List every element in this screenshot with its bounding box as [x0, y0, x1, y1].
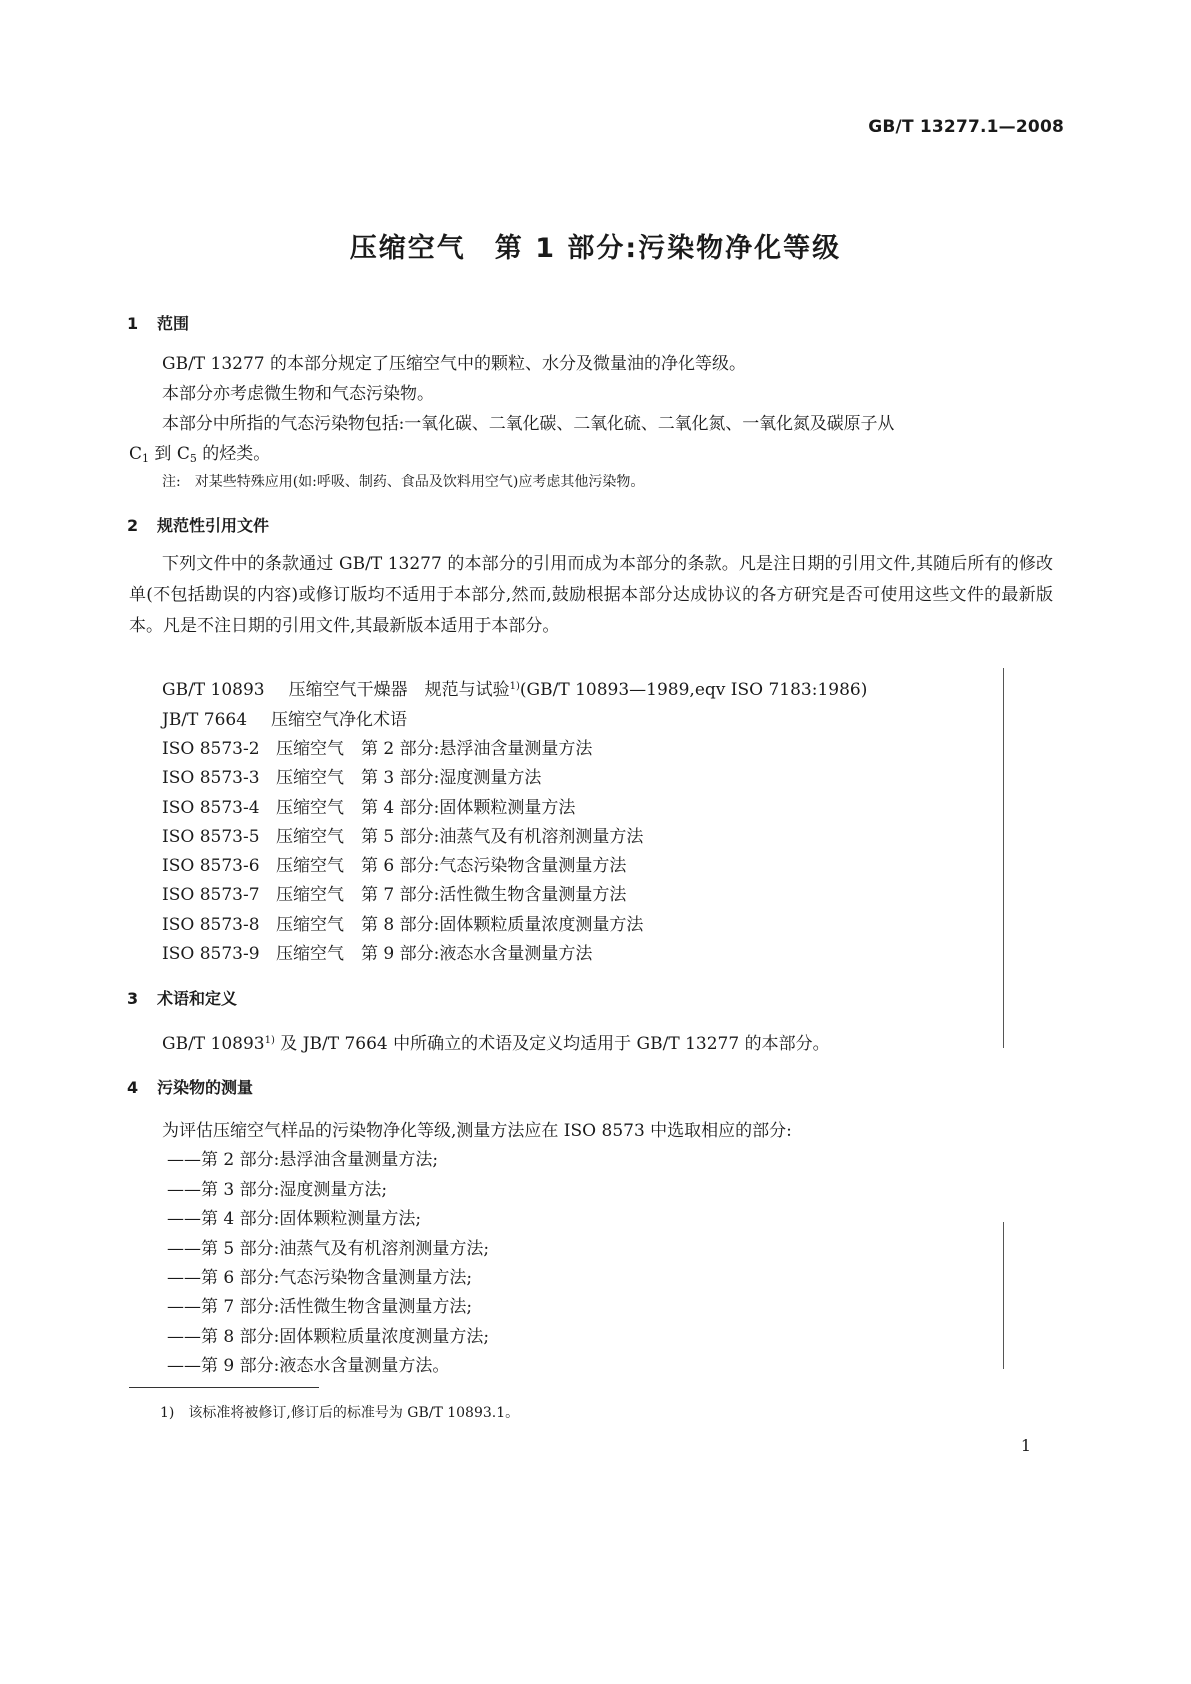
scope-note: 注: 对某些特殊应用(如:呼吸、制药、食品及饮料用空气)应考虑其他污染物。 [162, 474, 645, 490]
measurement-item: ——第 6 部分:气态污染物含量测量方法; [167, 1268, 473, 1288]
reference-jbt-7664 [162, 705, 407, 730]
scope-paragraph-2: 本部分亦考虑微生物和气态污染物。 [162, 384, 434, 404]
section-4-title: 污染物的测量 [157, 1078, 254, 1097]
c5-symbol: C [176, 444, 190, 464]
scope-paragraph-3-continued [129, 439, 270, 465]
reference-code: GB/T 10893 [162, 680, 265, 700]
reference-code: JB/T 7664 [162, 710, 248, 730]
reference-iso-8573-5 [162, 822, 643, 847]
section-3-heading [127, 986, 237, 1009]
measurement-item: ——第 4 部分:固体颗粒测量方法; [167, 1209, 422, 1229]
scope-paragraph-1: GB/T 13277 的本部分规定了压缩空气中的颗粒、水分及微量油的净化等级。 [162, 354, 747, 374]
reference-iso-8573-7 [162, 880, 626, 905]
c1-subscript: 1 [142, 452, 150, 465]
reference-gbt-10893 [162, 675, 867, 700]
reference-iso-8573-9 [162, 939, 592, 964]
measurement-item: ——第 3 部分:湿度测量方法; [167, 1180, 388, 1200]
section-1-heading [127, 311, 189, 334]
measurement-item: ——第 5 部分:油蒸气及有机溶剂测量方法; [167, 1239, 490, 1259]
reference-iso-8573-4 [162, 793, 575, 818]
section-2-number: 2 [127, 516, 139, 535]
section-3-title: 术语和定义 [157, 989, 238, 1008]
footnote-marker: 1) [509, 681, 520, 692]
reference-code: ISO 8573-4 [162, 798, 260, 818]
standard-number: GB/T 13277.1—2008 [868, 117, 1064, 137]
reference-equivalence: (GB/T 10893—1989,eqv ISO 7183:1986) [519, 680, 868, 700]
reference-code: ISO 8573-5 [162, 827, 260, 847]
c1-symbol: C [129, 444, 143, 464]
section-1-number: 1 [127, 314, 139, 333]
reference-iso-8573-2 [162, 734, 592, 759]
hydrocarbons-text: 的烃类。 [196, 444, 271, 464]
reference-title: 压缩空气净化术语 [271, 710, 408, 730]
reference-code: ISO 8573-6 [162, 856, 260, 876]
reference-title: 压缩空气 第 7 部分:活性微生物含量测量方法 [276, 885, 627, 905]
footnote-divider [129, 1387, 319, 1388]
reference-title: 压缩空气 第 3 部分:湿度测量方法 [276, 768, 542, 788]
reference-code: ISO 8573-2 [162, 739, 260, 759]
footnote-marker: 1) [264, 1035, 275, 1046]
section-4-heading [127, 1075, 253, 1098]
section-4-number: 4 [127, 1078, 139, 1097]
measurement-item: ——第 2 部分:悬浮油含量测量方法; [167, 1150, 439, 1170]
footnote: 1) 该标准将被修订,修订后的标准号为 GB/T 10893.1。 [160, 1405, 520, 1421]
reference-title: 压缩空气 第 5 部分:油蒸气及有机溶剂测量方法 [276, 827, 644, 847]
reference-iso-8573-8 [162, 910, 643, 935]
normative-references-intro: 下列文件中的条款通过 GB/T 13277 的本部分的引用而成为本部分的条款。凡是注日期的引用文件,其随后所有的修改单(不包括勘误的内容)或修订版均不适用于本部分,然而,鼓励根据本部分达成协议的各方研究是否可使用这些文件的最新版本。凡是不注日期的引用文件,其最新版本适用于本部分。 [129, 554, 1053, 636]
terms-definitions-paragraph [162, 1029, 830, 1054]
measurement-intro: 为评估压缩空气样品的污染物净化等级,测量方法应在 ISO 8573 中选取相应的部分: [162, 1121, 792, 1141]
reference-iso-8573-3 [162, 763, 541, 788]
c-range-to: 到 [149, 444, 177, 464]
reference-code: ISO 8573-3 [162, 768, 260, 788]
revision-change-bar [1003, 668, 1004, 1048]
reference-iso-8573-6 [162, 851, 626, 876]
measurement-item: ——第 8 部分:固体颗粒质量浓度测量方法; [167, 1327, 490, 1347]
section-1-title: 范围 [157, 314, 190, 333]
reference-title: 压缩空气 第 8 部分:固体颗粒质量浓度测量方法 [276, 915, 644, 935]
reference-code: ISO 8573-7 [162, 885, 260, 905]
reference-code: ISO 8573-8 [162, 915, 260, 935]
reference-title: 压缩空气 第 4 部分:固体颗粒测量方法 [276, 798, 576, 818]
reference-title: 压缩空气干燥器 规范与试验 [288, 680, 510, 700]
measurement-item: ——第 7 部分:活性微生物含量测量方法; [167, 1297, 473, 1317]
reference-title: 压缩空气 第 6 部分:气态污染物含量测量方法 [276, 856, 627, 876]
scope-paragraph-3: 本部分中所指的气态污染物包括:一氧化碳、二氧化碳、二氧化硫、二氧化氮、一氧化氮及碳原子从 [162, 414, 895, 434]
terms-source: GB/T 10893 [162, 1034, 265, 1054]
reference-title: 压缩空气 第 2 部分:悬浮油含量测量方法 [276, 739, 593, 759]
section-2-heading [127, 513, 269, 536]
terms-text: 及 JB/T 7664 中所确立的术语及定义均适用于 GB/T 13277 的本部分。 [274, 1034, 830, 1054]
c5-subscript: 5 [189, 452, 197, 465]
section-2-title: 规范性引用文件 [157, 516, 270, 535]
section-3-number: 3 [127, 989, 139, 1008]
reference-code: ISO 8573-9 [162, 944, 260, 964]
revision-change-bar [1003, 1222, 1004, 1369]
measurement-item: ——第 9 部分:液态水含量测量方法。 [167, 1356, 450, 1376]
document-title: 压缩空气 第 1 部分:污染物净化等级 [349, 233, 842, 264]
page-number: 1 [1020, 1436, 1031, 1455]
reference-title: 压缩空气 第 9 部分:液态水含量测量方法 [276, 944, 593, 964]
